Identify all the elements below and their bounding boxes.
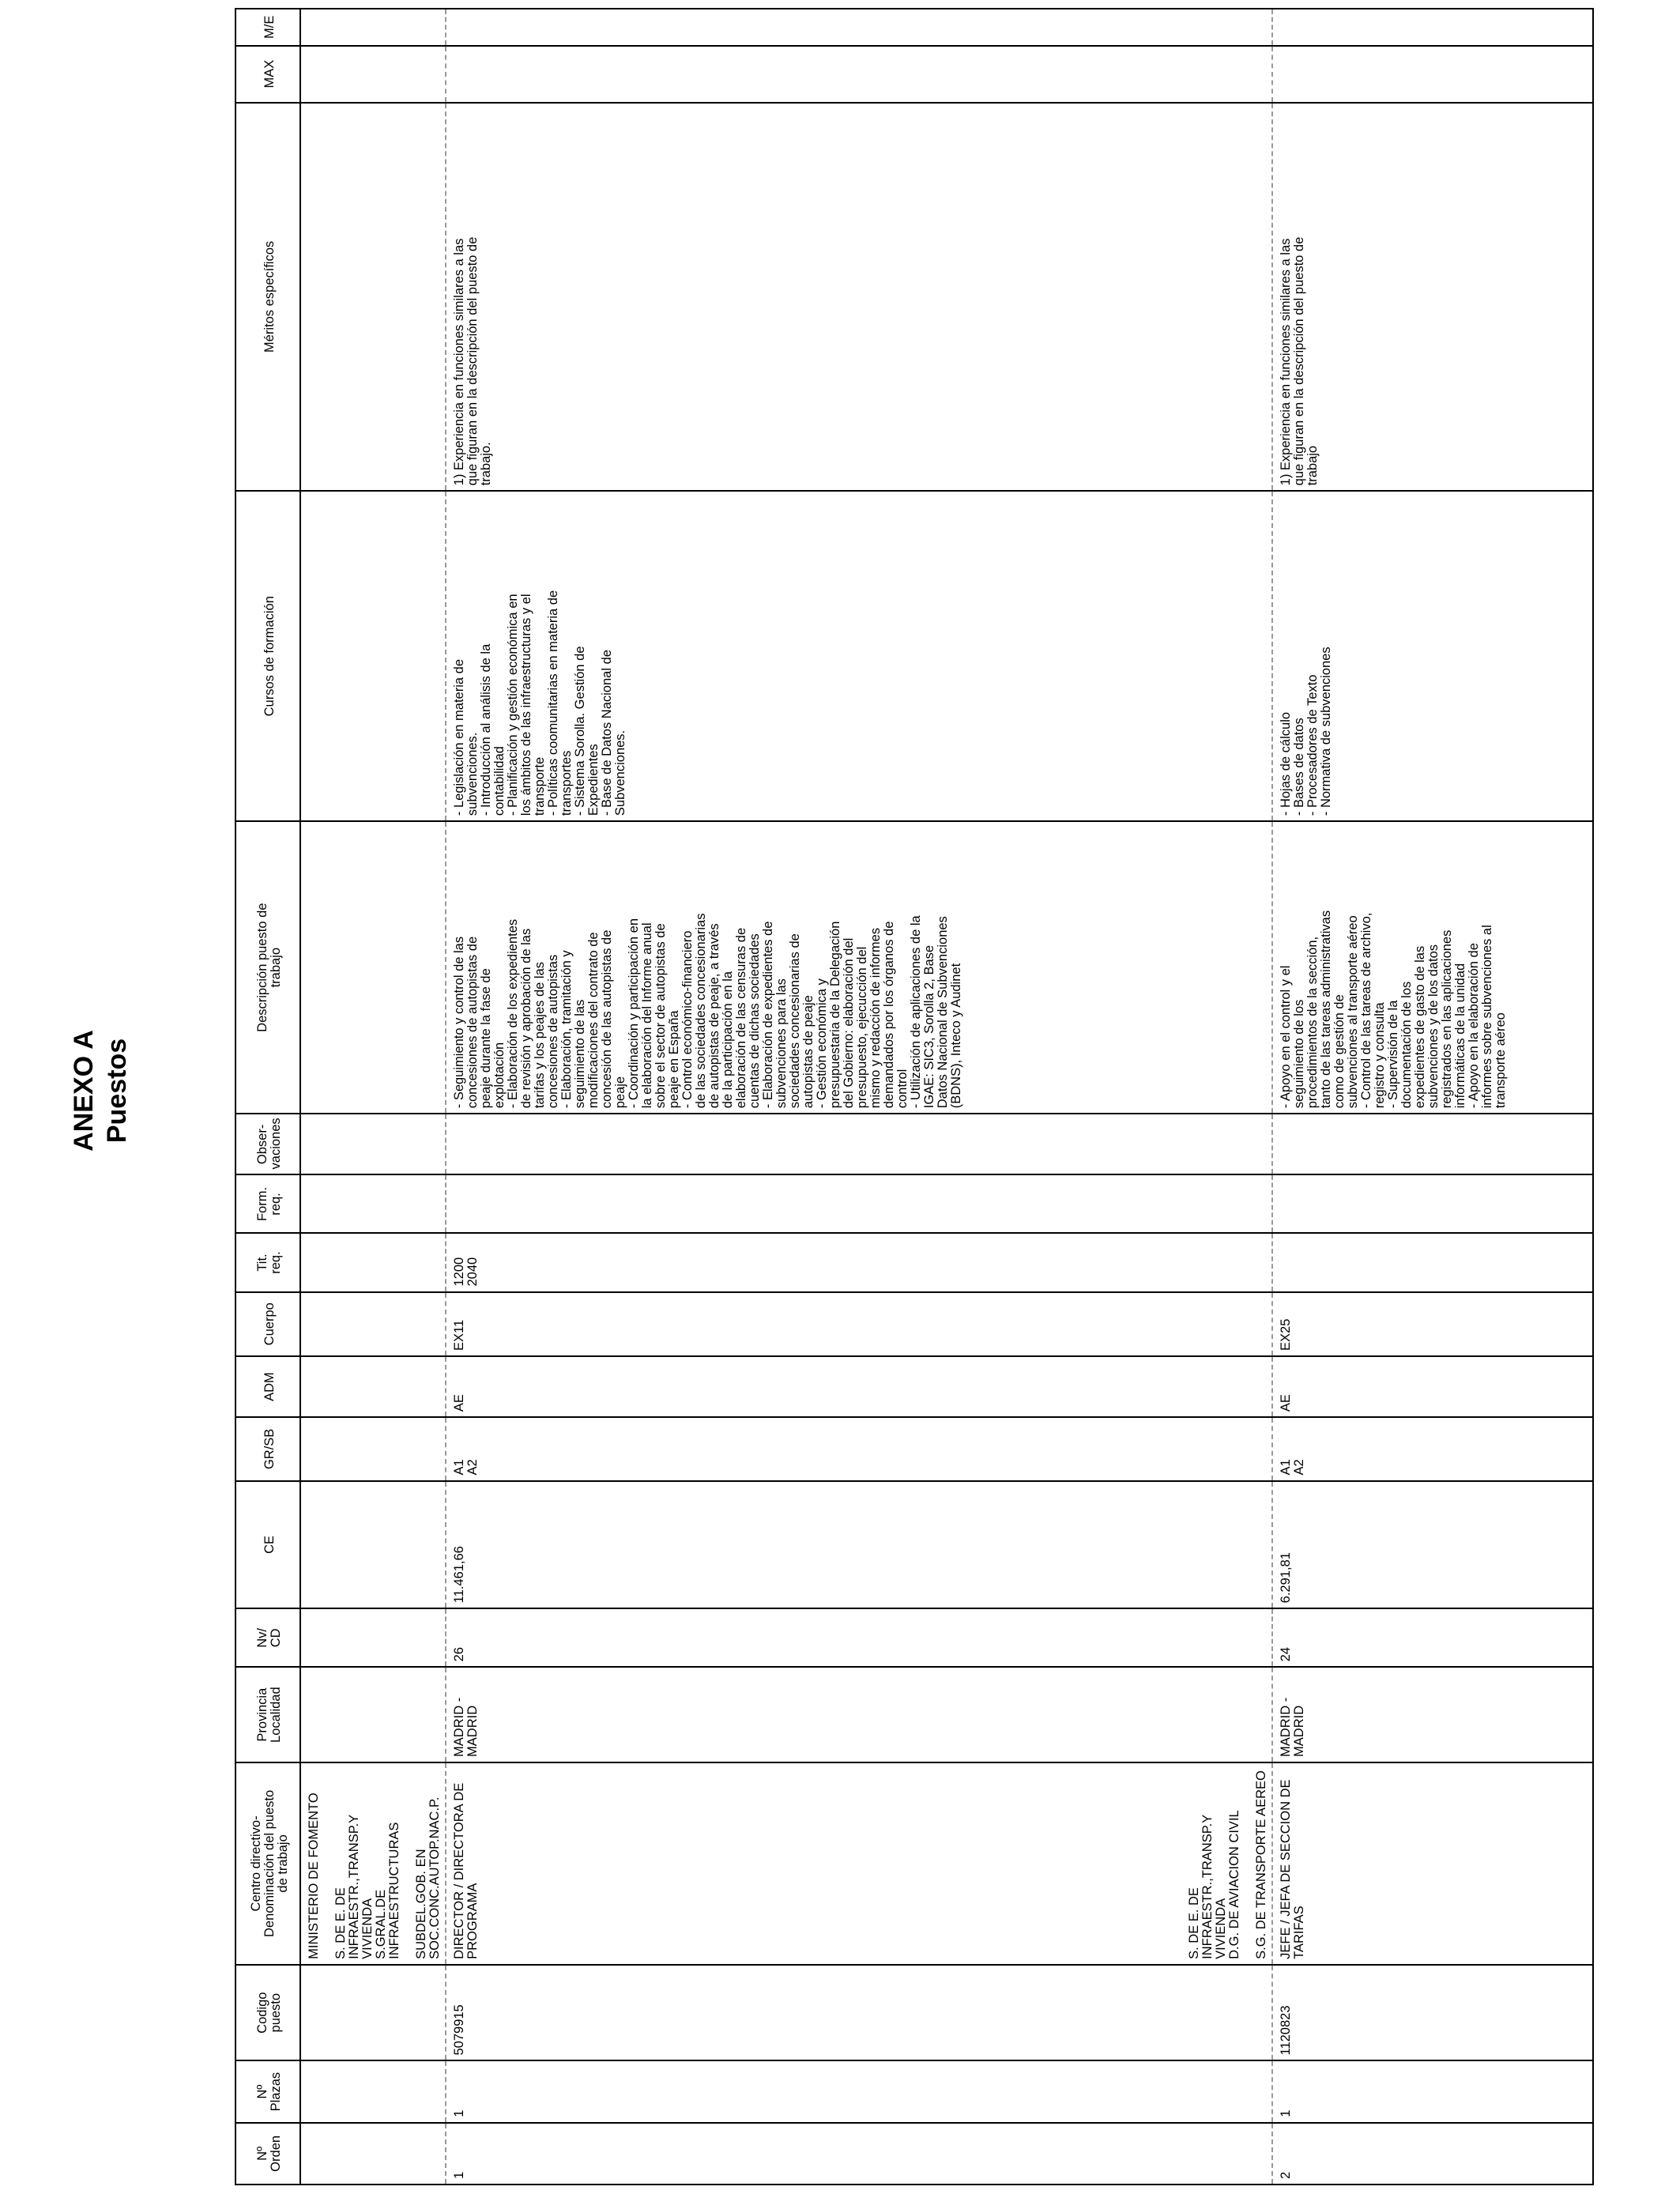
centro-cell: DIRECTOR / DIRECTORA DE PROGRAMA (446, 1762, 1181, 1965)
table-row (1272, 9, 1593, 2185)
tit-cell: 1200 2040 (446, 1234, 1181, 1292)
adm-cell: AE (1272, 1356, 1593, 1417)
ce-cell: 11.461,66 (446, 1481, 1181, 1609)
orden-cell: 2 (1272, 2123, 1593, 2185)
cursos-cell: - Hojas de cálculo - Bases de datos - Procesadores de Texto - Normativa de subvenciones (1272, 491, 1593, 821)
header-cursos: Cursos de formación (235, 491, 300, 821)
nv-cell: 26 (446, 1608, 1181, 1667)
header-tit: Tit. req. (235, 1234, 300, 1292)
header-adm: ADM (235, 1356, 300, 1417)
nv-cell: 24 (1272, 1608, 1593, 1667)
table-row (446, 9, 1181, 2185)
header-provincia: Provincia Localidad (235, 1667, 300, 1762)
meritos-cell: 1) Experiencia en funciones similares a las que figuran en la descripción del puesto de trabajo. (446, 103, 1181, 492)
plazas-cell: 1 (1272, 2061, 1593, 2123)
codigo-cell: 1120823 (1272, 1965, 1593, 2061)
header-centro: Centro directivo- Denominación del puesto de trabajo (235, 1762, 300, 1965)
header-plazas: Nº Plazas (235, 2061, 300, 2123)
header-cuerpo: Cuerpo (235, 1292, 300, 1356)
section-row-1 (300, 9, 446, 2185)
obs-cell (1272, 1114, 1593, 1174)
header-gr: GR/SB (235, 1417, 300, 1480)
descripcion-cell: - Apoyo en el control y el seguimiento de los procedimientos de la sección, tanto de las tareas administrativas como de gestión de subvenciones al transporte aéreo - Control de las tareas de archivo, registro y consulta - Supervisión de la documentación de los expedientes de gasto de las subvenciones y de los datos registrados en las aplicaciones informáticas de la unidad - Apoyo en la elaboración de informes sobre subvenciones al transporte aéreo (1272, 821, 1593, 1114)
header-obs: Obser- vaciones (235, 1114, 300, 1174)
header-orden: Nº Orden (235, 2123, 300, 2185)
form-cell (446, 1174, 1181, 1233)
section-1-centro: MINISTERIO DE FOMENTO S. DE E. DE INFRAESTR.,TRANSP.Y VIVIENDA S.GRAL.DE INFRAESTRUCTURAS SUBDEL.GOB. EN SOC.CONC.AUTOP.NAC.P. (300, 1762, 446, 1965)
header-ce: CE (235, 1481, 300, 1609)
tit-cell (1272, 1234, 1593, 1292)
annex-subtitle: Puestos (102, 1038, 132, 1144)
header-row (235, 9, 300, 2185)
puestos-table (235, 8, 1594, 2185)
me-cell (1272, 9, 1593, 46)
gr-cell: A1 A2 (1272, 1417, 1593, 1480)
cuerpo-cell: EX25 (1272, 1292, 1593, 1356)
centro-cell: JEFE / JEFA DE SECCION DE TARIFAS (1272, 1762, 1593, 1965)
meritos-cell: 1) Experiencia en funciones similares a las que figuran en la descripción del puesto de trabajo (1272, 103, 1593, 492)
header-max: MAX (235, 46, 300, 103)
section-row-2 (1181, 9, 1272, 2185)
annex-title: ANEXO A (69, 1030, 99, 1152)
adm-cell: AE (446, 1356, 1181, 1417)
puestos-table-container (235, 8, 1594, 2185)
obs-cell (446, 1114, 1181, 1174)
header-nv: Nv/ CD (235, 1608, 300, 1667)
section-2-centro: S. DE E. DE INFRAESTR.,TRANSP.Y VIVIENDA D.G. DE AVIACION CIVIL S.G. DE TRANSPORTE AEREO (1181, 1762, 1272, 1965)
descripcion-cell: - Seguimiento y control de las concesiones de autopistas de peaje durante la fase de explotación - Elaboración de los expedientes de revisión y aprobación de las tarifas y los peajes de las concesiones de autopistas - Elaboración, tramitación y seguimiento de las modificaciones del contrato de concesión de las autopistas de peaje - Coordinación y participación en la elaboración del Informe anual sobre el sector de autopistas de peaje en España - Control económico-financiero de las sociedades concesionarias de autopistas de peaje, a través de la participación en la elaboración de las censuras de cuentas de dichas sociedades - Elaboración de expedientes de subvenciones para las sociedades concesionarias de autopistas de peaje - Gestión económica y presupuestaria de la Delegación del Gobierno: elaboración del presupuesto, ejecucción del mismo y redacción de informes demandados por los órganos de control - Utilización de aplicaciones de la IGAE: SIC3, Sorolla 2, Base Datos Nacional de Subvenciones (BDNS), Inteco y Audinet (446, 821, 1181, 1114)
me-cell (446, 9, 1181, 46)
cursos-cell: - Legislación en materia de subvenciones. - Introducción al análisis de la contabilidad - Planificación y gestión económica en los ámbitos de las infraestructuras y el transporte - Políticas coomunitarias en materia de transportes - Sistema Sorolla. Gestión de Expedientes - Base de Datos Nacional de Subvenciones. (446, 491, 1181, 821)
header-descripcion: Descripción puesto de trabajo (235, 821, 300, 1114)
max-cell (1272, 46, 1593, 103)
header-form: Form. req. (235, 1174, 300, 1233)
plazas-cell: 1 (446, 2061, 1181, 2123)
header-me: M/E (235, 9, 300, 46)
orden-cell: 1 (446, 2123, 1181, 2185)
cuerpo-cell: EX11 (446, 1292, 1181, 1356)
header-codigo: Codigo puesto (235, 1965, 300, 2061)
provincia-cell: MADRID - MADRID (1272, 1667, 1593, 1762)
form-cell (1272, 1174, 1593, 1233)
gr-cell: A1 A2 (446, 1417, 1181, 1480)
provincia-cell: MADRID - MADRID (446, 1667, 1181, 1762)
ce-cell: 6.291,81 (1272, 1481, 1593, 1609)
max-cell (446, 46, 1181, 103)
header-meritos: Méritos específicos (235, 103, 300, 492)
codigo-cell: 5079915 (446, 1965, 1181, 2061)
